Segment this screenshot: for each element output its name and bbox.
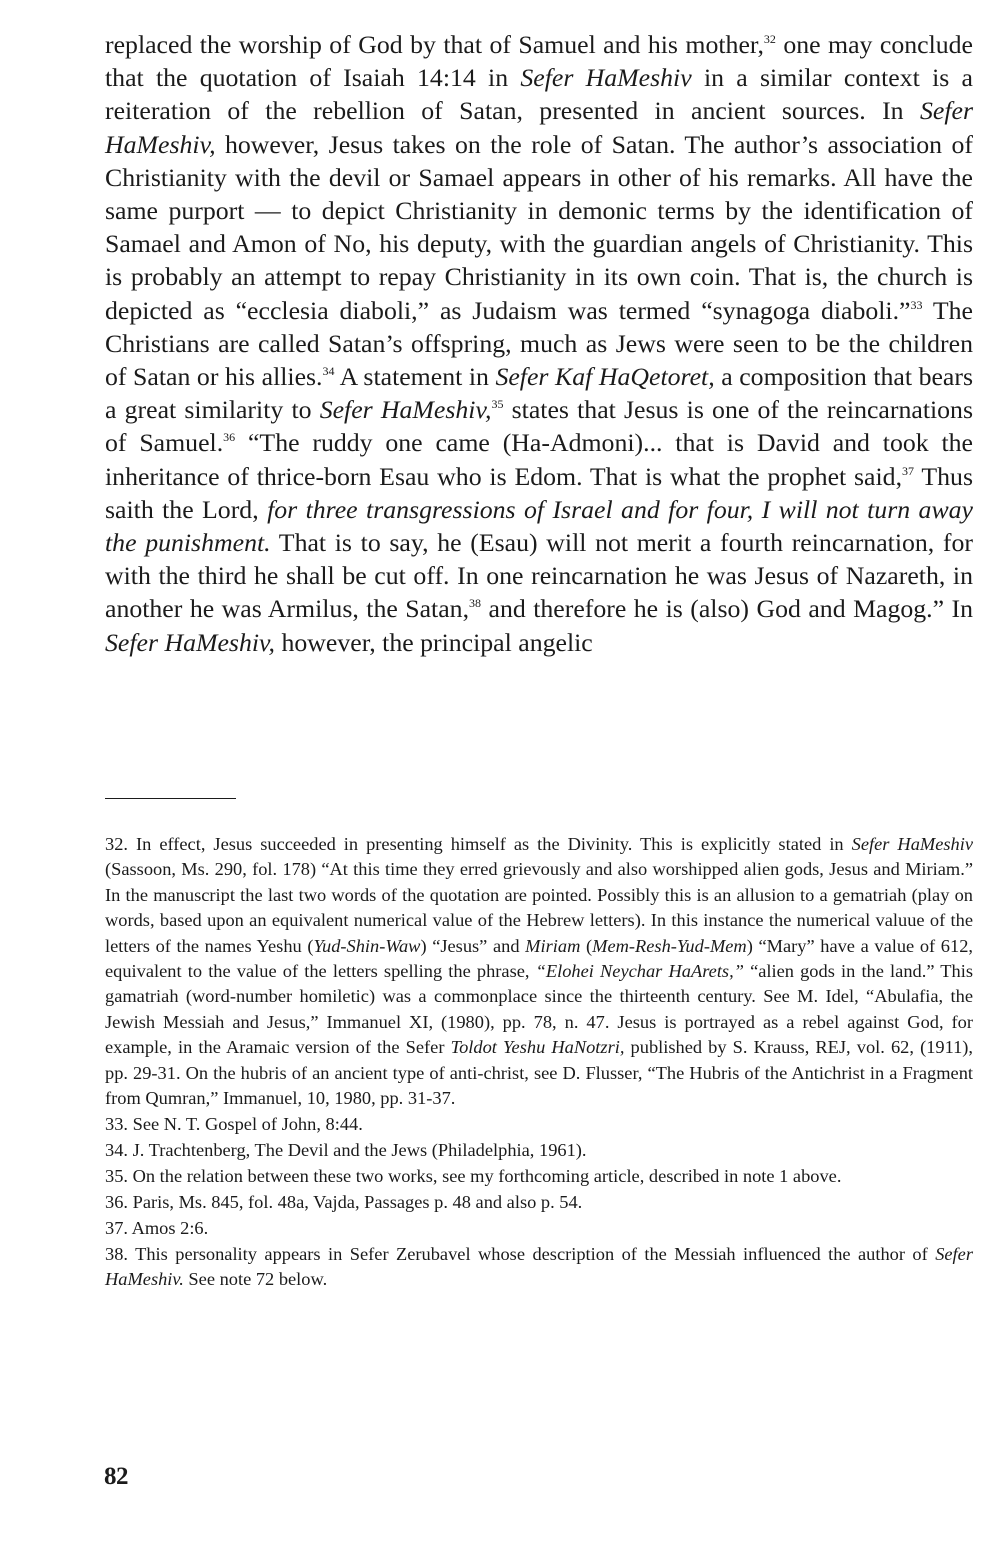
italic-text-run: Sefer HaMeshiv — [851, 834, 973, 854]
footnote-divider — [105, 798, 236, 799]
footnote — [105, 1164, 973, 1189]
page-number: 82 — [104, 1463, 128, 1490]
italic-text-run: Sefer HaMeshiv, — [105, 96, 973, 159]
italic-text-run: “Elohei Neychar HaArets,” — [535, 961, 744, 982]
text-run: and therefore he is (also) God and Magog.” In — [481, 594, 974, 624]
italic-text-run: Mem-Resh-Yud-Mem — [592, 935, 747, 956]
footnote-reference: 34 — [322, 364, 335, 379]
italic-text-run: Miriam — [525, 935, 581, 956]
footnote — [105, 1190, 973, 1215]
text-run: a composition that bears a great similarity to — [105, 362, 974, 425]
text-run: That is to say, he (Esau) will not merit a fourth reincarnation, for with the third he shall be cut off. In one reincarnation he was Jesus of Nazareth, in another he was Armilus, the Satan, — [105, 528, 974, 624]
text-run: Paris, Ms. 845, fol. 48a, Vajda, Passages p. 48 and also p. 54. — [128, 1191, 583, 1212]
footnote-reference: 33 — [910, 297, 923, 312]
footnote-reference: 38 — [469, 596, 482, 611]
footnote — [105, 832, 973, 1111]
text-run: ( — [580, 935, 593, 956]
footnote-number: 37. — [105, 1217, 128, 1238]
italic-text-run: Sefer HaMeshiv — [520, 63, 692, 93]
text-run: states that Jesus is one of the reincarnations of Samuel. — [105, 395, 973, 458]
italic-text-run: Toldot Yeshu HaNotzri, — [450, 1037, 625, 1058]
footnote-number: 36. — [105, 1191, 128, 1212]
text-run: In effect, Jesus succeeded in presenting himself as the Divinity. This is explicitly stated in — [128, 834, 852, 854]
footnote-reference: 36 — [223, 430, 236, 445]
text-run: A statement in — [334, 362, 496, 392]
italic-text-run: for three transgressions of Israel and for four, I will not turn away the punishment. — [105, 494, 973, 558]
text-run: ) “Mary” have a value of 612, equivalent to the value of the letters spelling the phrase, — [105, 935, 973, 982]
footnote-reference: 37 — [902, 463, 915, 478]
text-run: See N. T. Gospel of John, 8:44. — [128, 1113, 363, 1134]
footnote-number: 35. — [105, 1165, 128, 1186]
italic-text-run: Sefer Kaf HaQetoret, — [495, 362, 715, 392]
text-run: “The ruddy one came (Ha-Admoni)... that is David and took the inheritance of thrice-born Esau who is Edom. That is what the prophet said, — [105, 428, 973, 491]
text-run: one may conclude that the quotation of Isaiah 14:14 in — [105, 30, 973, 93]
footnotes-section — [105, 832, 973, 1293]
footnote — [105, 1242, 973, 1293]
text-run: J. Trachtenberg, The Devil and the Jews (Philadelphia, 1961). — [128, 1139, 587, 1160]
text-run: (Sassoon, Ms. 290, fol. 178) “At this time they erred grievously and also worshipped alien gods, Jesus and Miriam.” In the manuscript the last two words of the quotation are pointed. Possibly this is an allusion to a gematriah (play on words, based upon an equivalent numerical value of the Hebrew letters). In this instance the numerical valuue of the letters of the names Yeshu ( — [105, 859, 973, 956]
footnote — [105, 1112, 973, 1137]
text-run: published by S. Krauss, REJ, vol. 62, (1911), pp. 29-31. On the hubris of an ancient type of anti-christ, see D. Flusser, “The Hubris of the Antichrist in a Fragment from Qumran,” Immanuel, 10, 1980, pp. 31-37. — [105, 1037, 974, 1109]
text-run: Amos 2:6. — [128, 1217, 209, 1238]
footnote-number: 32. — [105, 834, 128, 854]
text-run: This personality appears in Sefer Zerubavel whose description of the Messiah influenced the author of — [128, 1243, 936, 1264]
italic-text-run: Yud-Shin-Waw — [313, 935, 421, 956]
text-run: however, the principal angelic — [275, 627, 593, 657]
text-run: The Christians are called Satan’s offspring, much as Jews were seen to be the children of Satan or his allies. — [105, 295, 974, 392]
footnote-number: 38. — [105, 1243, 128, 1264]
footnote-reference: 32 — [763, 32, 776, 46]
footnote-number: 33. — [105, 1113, 128, 1134]
footnote — [105, 1138, 973, 1163]
italic-text-run: Sefer HaMeshiv, — [319, 395, 492, 425]
text-run: ) “Jesus” and — [420, 935, 526, 956]
italic-text-run: Sefer HaMeshiv, — [105, 627, 276, 657]
text-run: See note 72 below. — [183, 1268, 328, 1289]
text-run: “alien gods in the land.” This gamatriah (word-number homiletic) was a commonplace since the thirteenth century. See M. Idel, “Abulafia, the Jewish Messiah and Jesus,” Immanuel XI, (1980), pp. 78, n. 47. Jesus is portrayed as a rebel against God, for example, in the Aramaic version of the Sefer — [105, 961, 973, 1058]
italic-text-run: Sefer HaMeshiv. — [105, 1243, 973, 1289]
text-run: Thus saith the Lord, — [105, 461, 973, 524]
text-run: On the relation between these two works, see my forthcoming article, described in note 1 above. — [128, 1165, 842, 1186]
text-run: however, Jesus takes on the role of Satan. The author’s association of Christianity with the devil or Samael appears in other of his remarks. All have the same purport — to depict Christianity in demonic terms by the identification of Samael and Amon of No, his deputy, with the guardian angels of Christianity. This is probably an attempt to repay Christianity in its own coin. That is, the church is depicted as “ecclesia diaboli,” as Judaism was termed “synagoga diaboli.” — [105, 129, 973, 325]
footnote — [105, 1216, 973, 1241]
footnote-reference: 35 — [491, 397, 504, 412]
text-run: replaced the worship of God by that of Samuel and his mother, — [105, 30, 764, 59]
footnote-number: 34. — [105, 1139, 128, 1160]
text-run: in a similar context is a reiteration of the rebellion of Satan, presented in ancient sources. In — [105, 63, 973, 126]
body-paragraph — [105, 28, 973, 659]
